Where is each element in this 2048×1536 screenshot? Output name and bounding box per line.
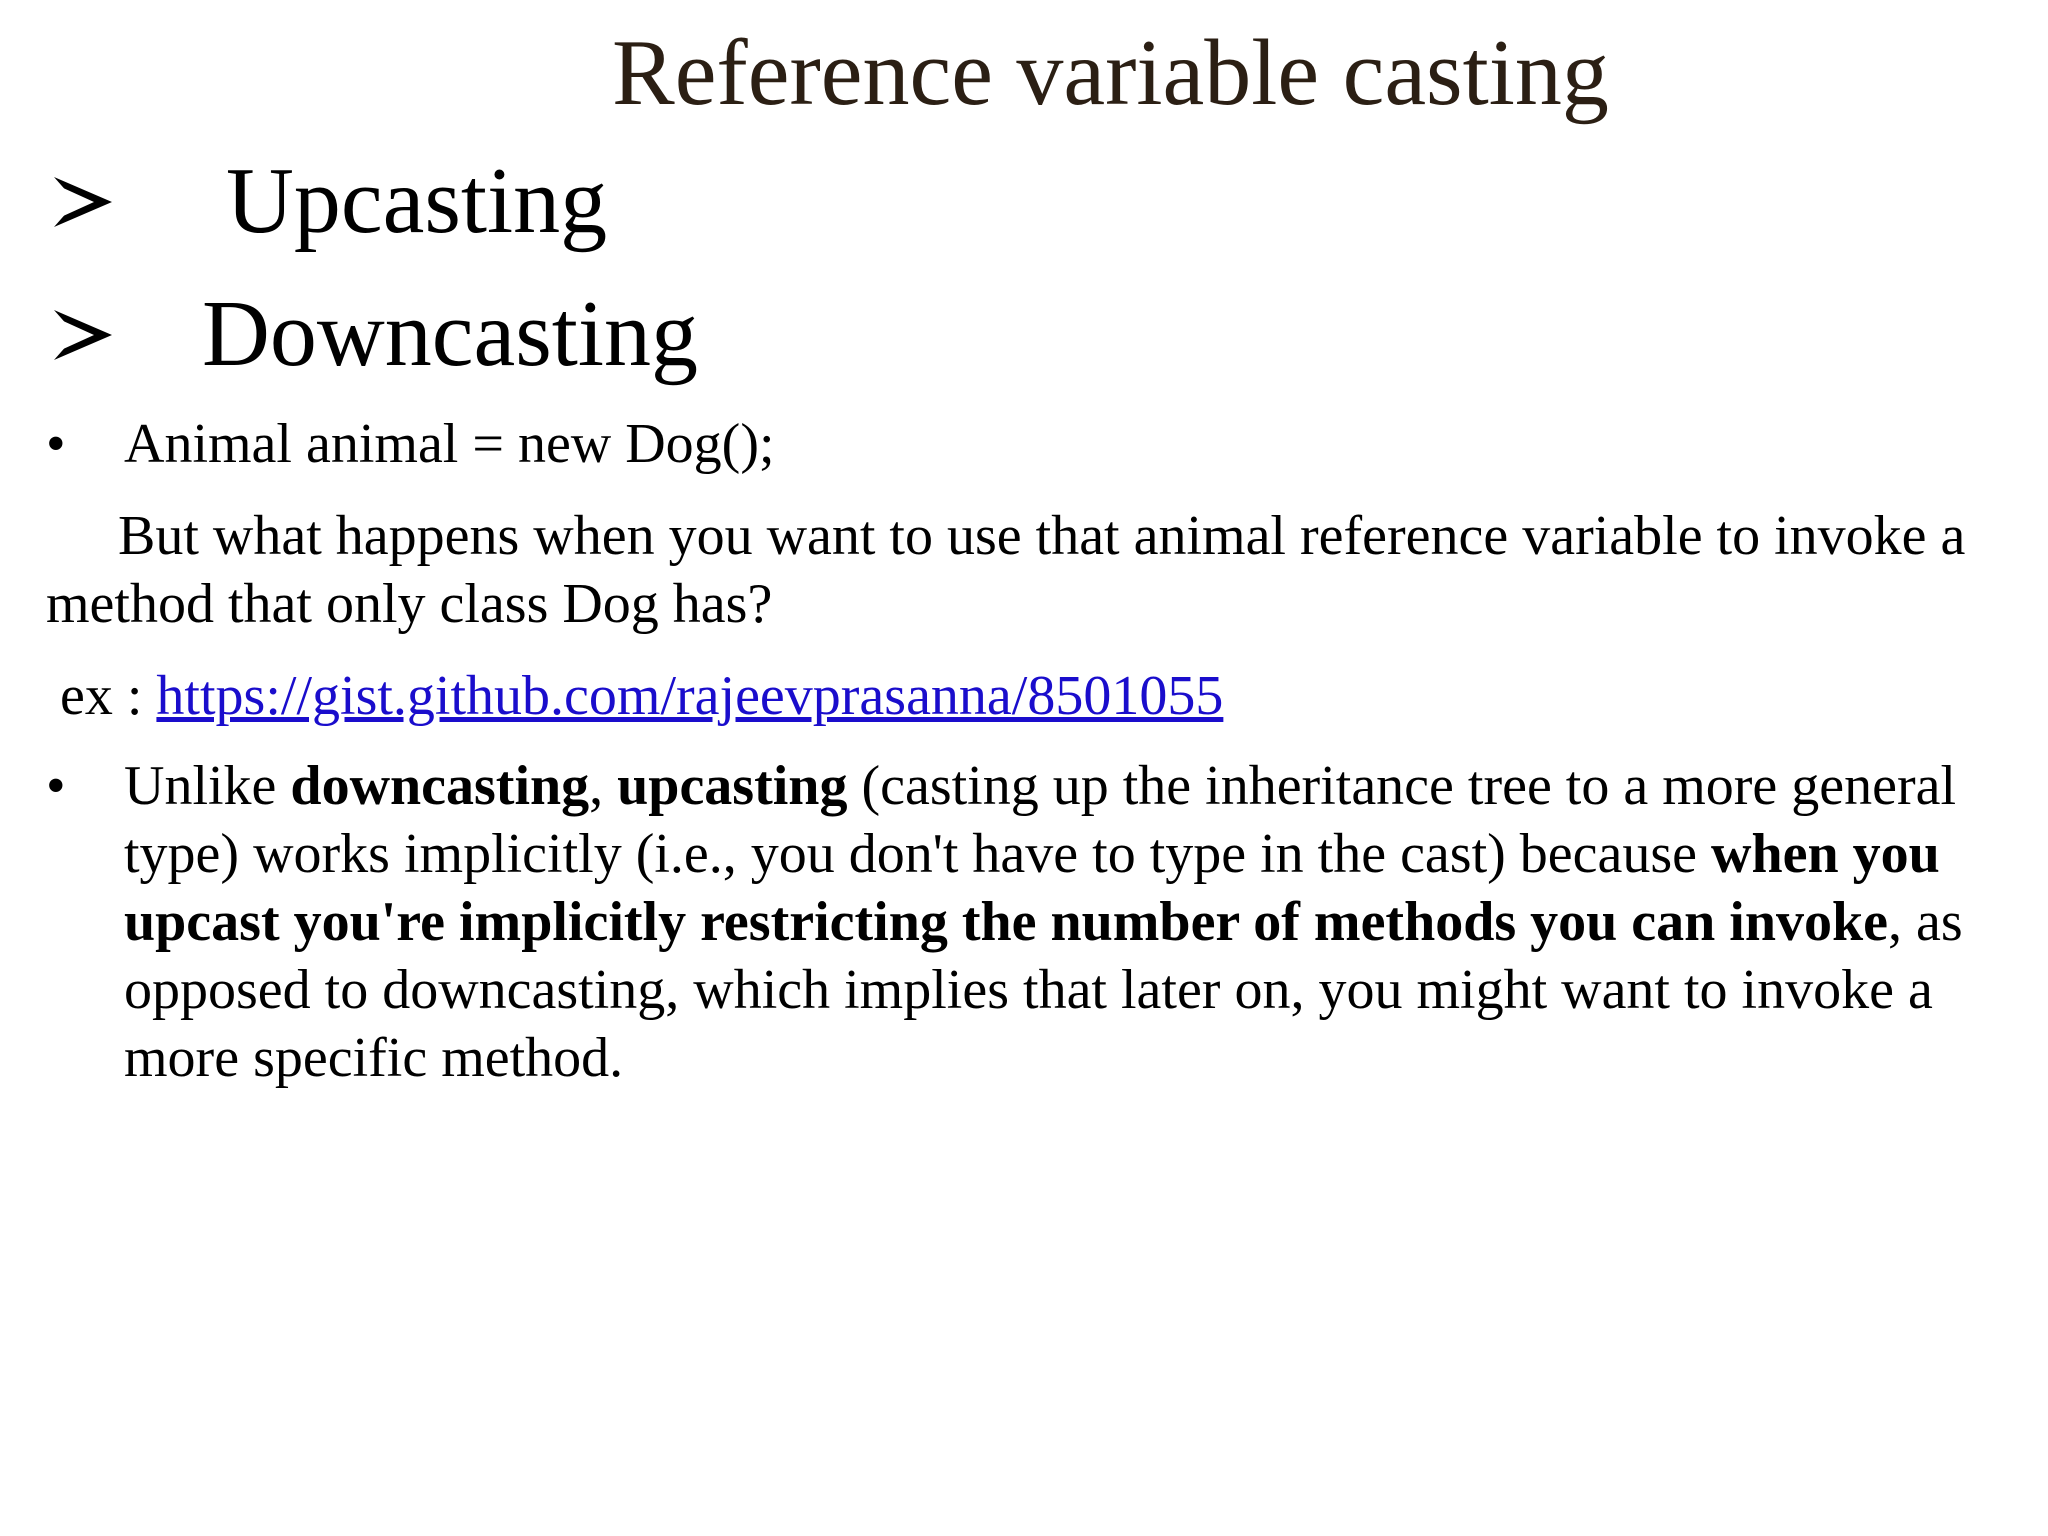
text-segment: Unlike bbox=[124, 755, 291, 817]
example-prefix: ex : bbox=[60, 665, 157, 727]
text-segment: (casting up the inheritance tree to a more general type) works implicitly (i.e., you don't have to type in the cast) because bbox=[124, 755, 1957, 885]
bold-term-downcasting: downcasting bbox=[290, 755, 590, 817]
arrowhead-bullet-icon bbox=[52, 171, 114, 233]
slide-title: Reference variable casting bbox=[612, 21, 1609, 125]
arrow-list-label: Downcasting bbox=[202, 282, 699, 386]
arrow-list-label: Upcasting bbox=[226, 149, 608, 253]
bold-term-upcasting: upcasting bbox=[617, 755, 848, 817]
question-paragraph: But what happens when you want to use that animal reference variable to invoke a method that only class Dog has? bbox=[46, 505, 1966, 635]
text-segment: , as opposed to downcasting, which implies that later on, you might want to invoke a more specific method. bbox=[124, 891, 1963, 1089]
gist-link[interactable]: https://gist.github.com/rajeevprasanna/8501055 bbox=[156, 665, 1224, 727]
bullet-marker: • bbox=[46, 413, 66, 475]
bullet-text: Animal animal = new Dog(); bbox=[124, 413, 775, 475]
arrowhead-bullet-icon bbox=[52, 304, 114, 366]
bold-emphasis: when you upcast you're implicitly restricting the number of methods you can invoke bbox=[124, 823, 1940, 953]
text-segment: , bbox=[589, 755, 618, 817]
example-line bbox=[60, 662, 1223, 730]
arrow-list-item-downcasting bbox=[52, 283, 698, 386]
arrow-list-item-upcasting bbox=[52, 150, 607, 253]
bullet-marker: • bbox=[46, 755, 66, 817]
bullet-text bbox=[124, 752, 2016, 1092]
bullet-item-explanation bbox=[46, 752, 2016, 1092]
